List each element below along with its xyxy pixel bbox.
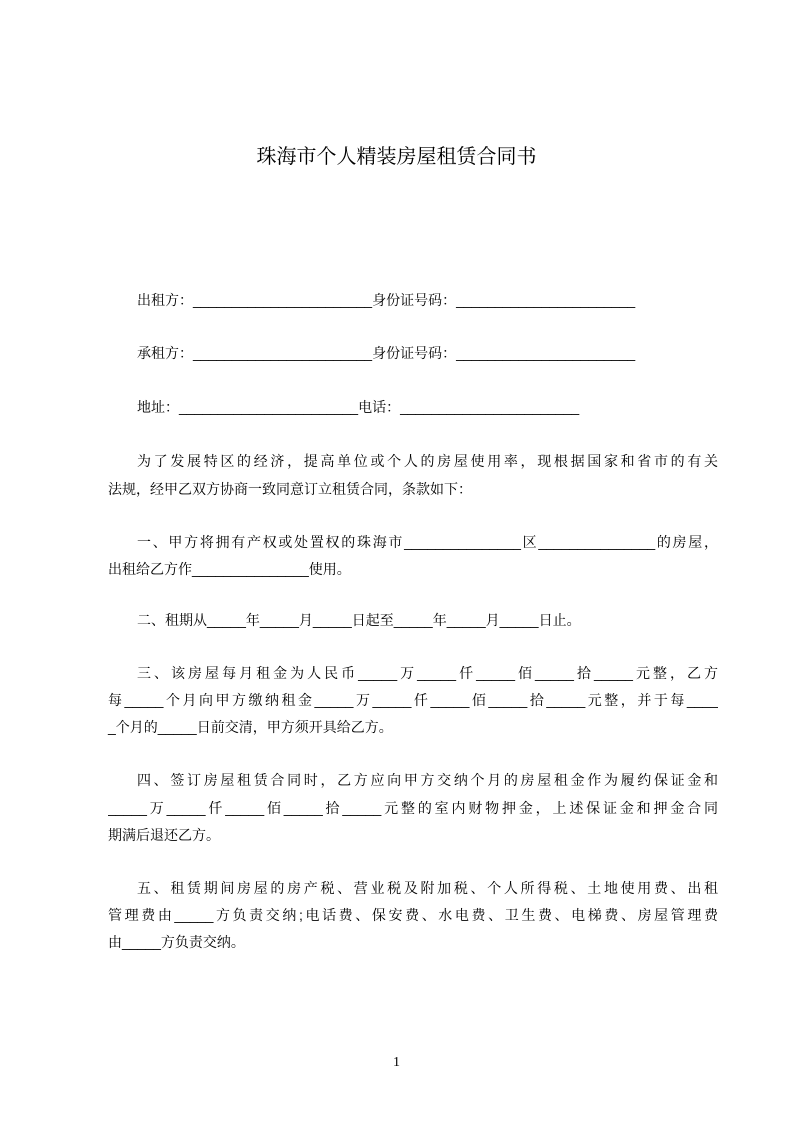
clause-5-line: 五、租赁期间房屋的房产税、营业税及附加税、个人所得税、土地使用费、出租 xyxy=(137,880,718,896)
address-line: 地址：_______________________电话：_______________________ xyxy=(137,399,580,415)
clause-4-line: 期满后退还乙方。 xyxy=(108,827,220,843)
clause-3-line: _个月的_____日前交清，甲方须开具给乙方。 xyxy=(108,719,393,735)
lessor-line: 出租方：_______________________身份证号码：_______________________ xyxy=(137,292,636,308)
clause-4-line: _____万_____仟_____佰_____拾_____元整的室内财物押金，上述保证金和押金合同 xyxy=(108,800,718,816)
clause-3-line: 每_____个月向甲方缴纳租金_____万_____仟_____佰_____拾_____元整，并于每____ xyxy=(108,692,718,708)
intro-line: 为了发展特区的经济，提高单位或个人的房屋使用率，现根据国家和省市的有关 xyxy=(137,453,718,469)
clause-5-line: 由_____方负责交纳。 xyxy=(108,934,245,950)
clause-4-line: 四、签订房屋租赁合同时，乙方应向甲方交纳个月的房屋租金作为履约保证金和 xyxy=(137,772,718,788)
clause-3-line: 三、该房屋每月租金为人民币_____万_____仟_____佰_____拾_____元整，乙方 xyxy=(137,665,718,681)
page-number: 1 xyxy=(393,1055,400,1070)
clause-1-line: 一、甲方将拥有产权或处置权的珠海市_______________区_______________的房屋， xyxy=(137,534,718,550)
clause-1-line: 出租给乙方作_______________使用。 xyxy=(108,561,351,577)
clause-5-line: 管理费由_____方负责交纳;电话费、保安费、水电费、卫生费、电梯费、房屋管理费 xyxy=(108,907,718,923)
lessee-line: 承租方：_______________________身份证号码：_______________________ xyxy=(137,345,636,361)
document-title: 珠海市个人精装房屋租赁合同书 xyxy=(256,146,537,168)
intro-line: 法规，经甲乙双方协商一致同意订立租赁合同，条款如下： xyxy=(108,481,472,497)
clause-2-line: 二、租期从_____年_____月_____日起至_____年_____月_____日止。 xyxy=(137,612,581,628)
